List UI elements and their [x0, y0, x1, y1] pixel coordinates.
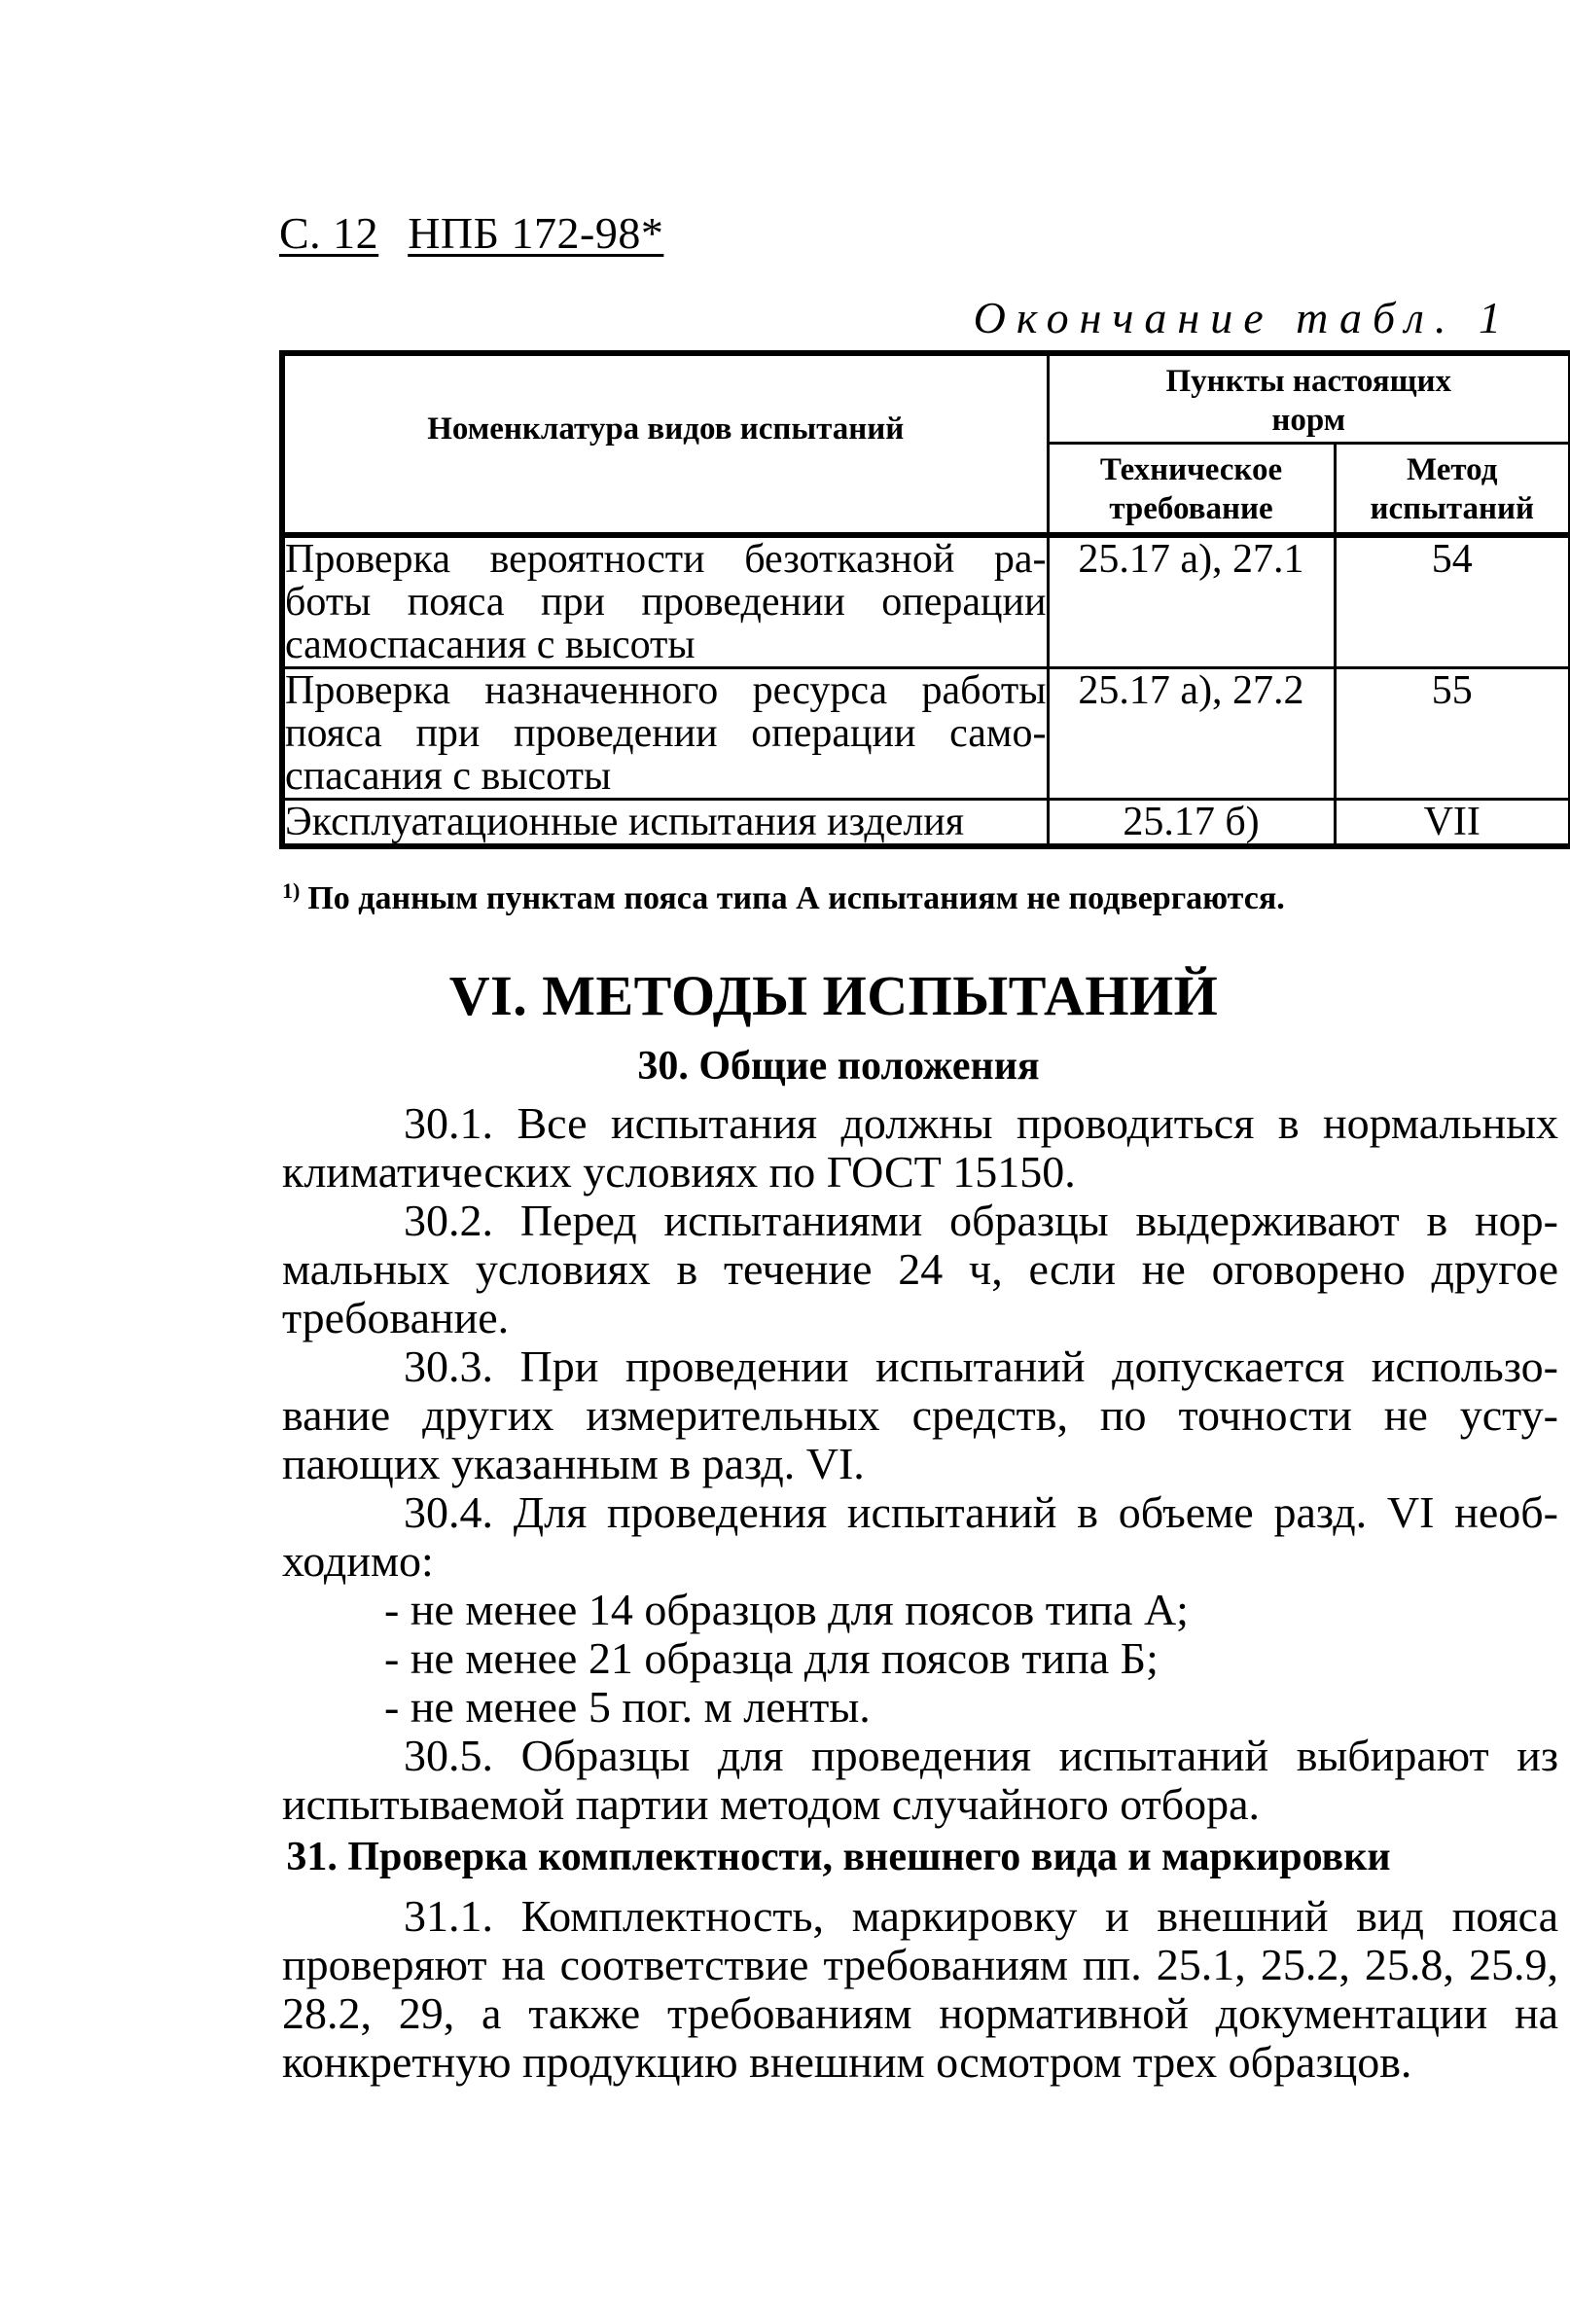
footnote-mark: 1) — [282, 878, 301, 903]
table-row — [282, 535, 1570, 668]
subsection-title-31: 31. Проверка комплектности, внешнего вида и маркировки — [286, 1835, 1391, 1879]
row-name-cell — [282, 535, 1048, 668]
col-method-header-cell — [1335, 444, 1570, 536]
row-method-cell: VII — [1335, 800, 1570, 847]
text-line: испытываемой партии методом случайного отбора. — [282, 1779, 1261, 1829]
table-row — [282, 668, 1570, 800]
row-name-line: боты пояса при проведении операции — [285, 580, 1047, 625]
text-line: 28.2, 29, а также требованиям нормативной документации на — [282, 1988, 1558, 2038]
paragraph-30-3 — [282, 1342, 1558, 1488]
col-method-header: Метод испытаний — [1370, 452, 1535, 526]
text-line: 30.2. Перед испытаниями образцы выдерживают в нор- — [404, 1196, 1558, 1245]
text-line: 30.5. Образцы для проведения испытаний выбирают из — [404, 1731, 1558, 1780]
list-item: - не менее 14 образцов для поясов типа А; — [384, 1585, 1189, 1634]
text-line: 30.3. При проведении испытаний допускается использо- — [404, 1341, 1558, 1391]
paragraph-30-5 — [282, 1732, 1558, 1829]
row-req-cell: 25.17 а), 27.1 — [1048, 535, 1335, 668]
row-name-line: спасания с высоты — [285, 754, 612, 799]
text-line: климатических условиях по ГОСТ 15150. — [282, 1147, 1076, 1197]
text-line: проверяют на соответствие требованиям пп. 25.1, 25.2, 25.8, 25.9, — [282, 1940, 1558, 1989]
list-item: - не менее 21 образца для поясов типа Б; — [384, 1633, 1159, 1683]
text-line: ходимо: — [282, 1536, 434, 1586]
document-code: НПБ 172-98* — [408, 208, 664, 258]
row-name-cell — [282, 668, 1048, 800]
table-caption: Окончание табл. 1 — [973, 293, 1512, 342]
row-name-line: пояса при проведении операции само- — [285, 711, 1047, 756]
row-name-cell — [282, 800, 1048, 847]
tests-table — [279, 350, 1570, 849]
row-req-cell: 25.17 а), 27.2 — [1048, 668, 1335, 800]
list-30-4 — [282, 1586, 1558, 1732]
col-name-header: Номенклатура видов испытаний — [427, 411, 905, 447]
row-name-line: Проверка назначенного ресурса работы — [285, 668, 1047, 713]
section-title: VI. МЕТОДЫ ИСПЫТАНИЙ — [448, 964, 1219, 1027]
text-line: требование. — [282, 1293, 510, 1342]
text-line: конкретную продукцию внешним осмотром трех образцов. — [282, 2037, 1412, 2087]
paragraph-30-2 — [282, 1197, 1558, 1342]
text-line: 30.4. Для проведения испытаний в объеме разд. VI необ- — [404, 1487, 1558, 1537]
list-item: - не менее 5 пог. м ленты. — [384, 1682, 871, 1732]
row-req-cell: 25.17 б) — [1048, 800, 1335, 847]
col-name-header-cell — [282, 353, 1048, 535]
paragraph-30-1 — [282, 1099, 1558, 1197]
text-line: пающих указанным в разд. VI. — [282, 1439, 865, 1488]
page-header — [279, 207, 663, 259]
row-method-cell: 55 — [1335, 668, 1570, 800]
table-row — [282, 800, 1570, 847]
section-30-body — [282, 1099, 1558, 1829]
subsection-title-30: 30. Общие положения — [637, 1044, 1040, 1089]
col-req-header-cell — [1048, 444, 1335, 536]
paragraph-30-4 — [282, 1488, 1558, 1586]
group-header: Пункты настоящих норм — [1165, 364, 1451, 438]
row-name-line: Эксплуатационные испытания изделия — [285, 800, 965, 844]
row-method-cell: 54 — [1335, 535, 1570, 668]
group-header-cell — [1048, 353, 1570, 444]
footnote-text: По данным пунктам пояса типа А испытаниям не подвергаются. — [307, 880, 1285, 916]
table-footnote — [282, 880, 1285, 917]
row-name-line: самоспасания с высоты — [285, 623, 696, 667]
page-number: С. 12 — [279, 208, 379, 258]
paragraph-31-1 — [282, 1892, 1558, 2087]
section-31-body — [282, 1892, 1558, 2087]
col-req-header: Техническое требование — [1099, 452, 1283, 526]
text-line: вание других измерительных средств, по точности не усту- — [282, 1390, 1558, 1440]
text-line: мальных условиях в течение 24 ч, если не оговорено другое — [282, 1244, 1558, 1294]
text-line: 30.1. Все испытания должны проводиться в нормальных — [404, 1098, 1558, 1148]
text-line: 31.1. Комплектность, маркировку и внешний вид пояса — [404, 1891, 1558, 1941]
row-name-line: Проверка вероятности безотказной ра- — [285, 537, 1047, 582]
